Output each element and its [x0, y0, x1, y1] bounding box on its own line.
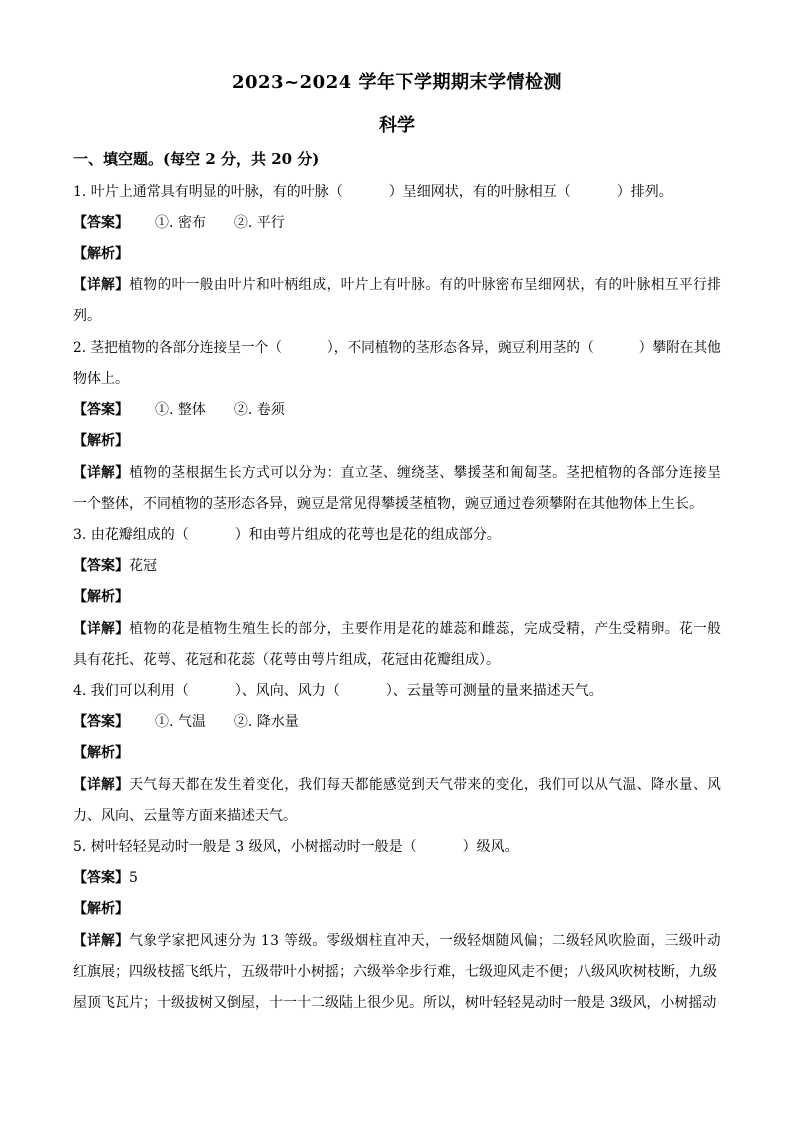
- answer-value: ②. 卷须: [233, 402, 285, 418]
- question-text: 3. 由花瓣组成的（: [73, 527, 189, 543]
- question-2-cont: 物体上。: [73, 371, 129, 387]
- detail-2-line-1: [73, 463, 721, 483]
- question-text: ）排列。: [616, 184, 673, 200]
- subject-title: 科学: [379, 115, 415, 136]
- analysis-label-1: [73, 244, 129, 264]
- detail-label: 【详解】: [73, 933, 130, 949]
- answer-label: 【答案】: [73, 714, 129, 730]
- analysis-label-5: [73, 899, 129, 919]
- detail-1-line-2: 列。: [73, 308, 101, 324]
- question-text: ），不同植物的茎形态各异，豌豆利用茎的（: [326, 340, 594, 356]
- question-4: [73, 681, 603, 701]
- detail-label: 【详解】: [73, 777, 130, 793]
- question-text: 1. 叶片上通常具有明显的叶脉，有的叶脉（: [73, 184, 343, 200]
- detail-text: 天气每天都在发生着变化，我们每天都能感觉到天气带来的变化，我们可以从气温、降水量、风: [129, 777, 722, 793]
- question-text: 5. 树叶轻轻晃动时一般是 3 级风，小树摇动时一般是（: [73, 839, 417, 855]
- question-text: ）、云量等可测量的量来描述天气。: [385, 683, 603, 699]
- analysis-label-4: [73, 743, 129, 763]
- answer-row-2: [73, 400, 285, 420]
- answer-value: ②. 平行: [233, 215, 285, 231]
- question-text: ）级风。: [462, 839, 519, 855]
- analysis-label: 【解析】: [73, 246, 129, 262]
- answer-value: 5: [129, 870, 138, 886]
- question-text: ）呈细网状，有的叶脉相互（: [388, 184, 571, 200]
- question-3: [73, 525, 501, 545]
- analysis-label: 【解析】: [73, 745, 129, 761]
- question-text: ）和由萼片组成的花萼也是花的组成部分。: [234, 527, 501, 543]
- detail-4-line-1: [73, 775, 721, 795]
- answer-value: ②. 降水量: [233, 714, 299, 730]
- answer-row-3: [73, 556, 157, 576]
- answer-label: 【答案】: [73, 402, 129, 418]
- detail-2-line-2: 一个整体，不同植物的茎形态各异，豌豆是常见得攀援茎植物，豌豆通过卷须攀附在其他物体上生长。: [73, 496, 703, 512]
- answer-label: 【答案】: [73, 215, 129, 231]
- answer-row-4: [73, 712, 299, 732]
- detail-5-line-3: 屋顶飞瓦片；十级拔树又倒屋，十一十二级陆上很少见。所以，树叶轻轻晃动时一般是 3级风，小树摇动: [73, 995, 717, 1011]
- analysis-label: 【解析】: [73, 901, 129, 917]
- detail-text: 植物的花是植物生殖生长的部分，主要作用是花的雄蕊和雌蕊，完成受精，产生受精卵。花一般: [129, 621, 722, 637]
- answer-value: ①. 密布: [155, 215, 206, 231]
- analysis-label: 【解析】: [73, 589, 129, 605]
- analysis-label-2: [73, 431, 129, 451]
- answer-label: 【答案】: [73, 870, 129, 886]
- question-text: 4. 我们可以利用（: [73, 683, 189, 699]
- detail-5-line-2: 红旗展；四级枝摇飞纸片，五级带叶小树摇；六级举伞步行难，七级迎风走不便；八级风吹树枝断，九级: [73, 964, 717, 980]
- detail-label: 【详解】: [73, 465, 130, 481]
- question-text: ）攀附在其他: [638, 340, 721, 356]
- detail-3-line-1: [73, 619, 721, 639]
- section-heading: 一、填空题。(每空 2 分，共 20 分): [73, 150, 320, 168]
- analysis-label-3: [73, 587, 129, 607]
- question-2: [73, 338, 721, 358]
- question-text: 2. 茎把植物的各部分连接呈一个（: [73, 340, 282, 356]
- page-title: 2023~2024 学年下学期期末学情检测: [231, 72, 563, 93]
- detail-text: 植物的茎根据生长方式可以分为：直立茎、缠绕茎、攀援茎和匍匐茎。茎把植物的各部分连接呈: [129, 465, 722, 481]
- answer-label: 【答案】: [73, 558, 129, 574]
- question-text: ）、风向、风力（: [234, 683, 340, 699]
- detail-label: 【详解】: [73, 621, 130, 637]
- detail-text: 植物的叶一般由叶片和叶柄组成，叶片上有叶脉。有的叶脉密布呈细网状，有的叶脉相互平行排: [129, 277, 722, 293]
- question-1: [73, 182, 673, 202]
- answer-value: ①. 整体: [155, 402, 206, 418]
- detail-1-line-1: [73, 275, 721, 295]
- question-5: [73, 837, 519, 857]
- answer-row-1: [73, 213, 285, 233]
- answer-value: ①. 气温: [155, 714, 206, 730]
- detail-label: 【详解】: [73, 277, 130, 293]
- detail-3-line-2: 具有花托、花萼、花冠和花蕊（花萼由萼片组成，花冠由花瓣组成）。: [73, 652, 500, 668]
- detail-5-line-1: [73, 931, 721, 951]
- detail-text: 气象学家把风速分为 13 等级。零级烟柱直冲天，一级轻烟随风偏；二级轻风吹脸面，三级叶动: [129, 933, 722, 949]
- analysis-label: 【解析】: [73, 433, 129, 449]
- answer-row-5: [73, 868, 138, 888]
- answer-value: 花冠: [129, 558, 157, 574]
- detail-4-line-2: 力、风向、云量等方面来描述天气。: [73, 808, 297, 824]
